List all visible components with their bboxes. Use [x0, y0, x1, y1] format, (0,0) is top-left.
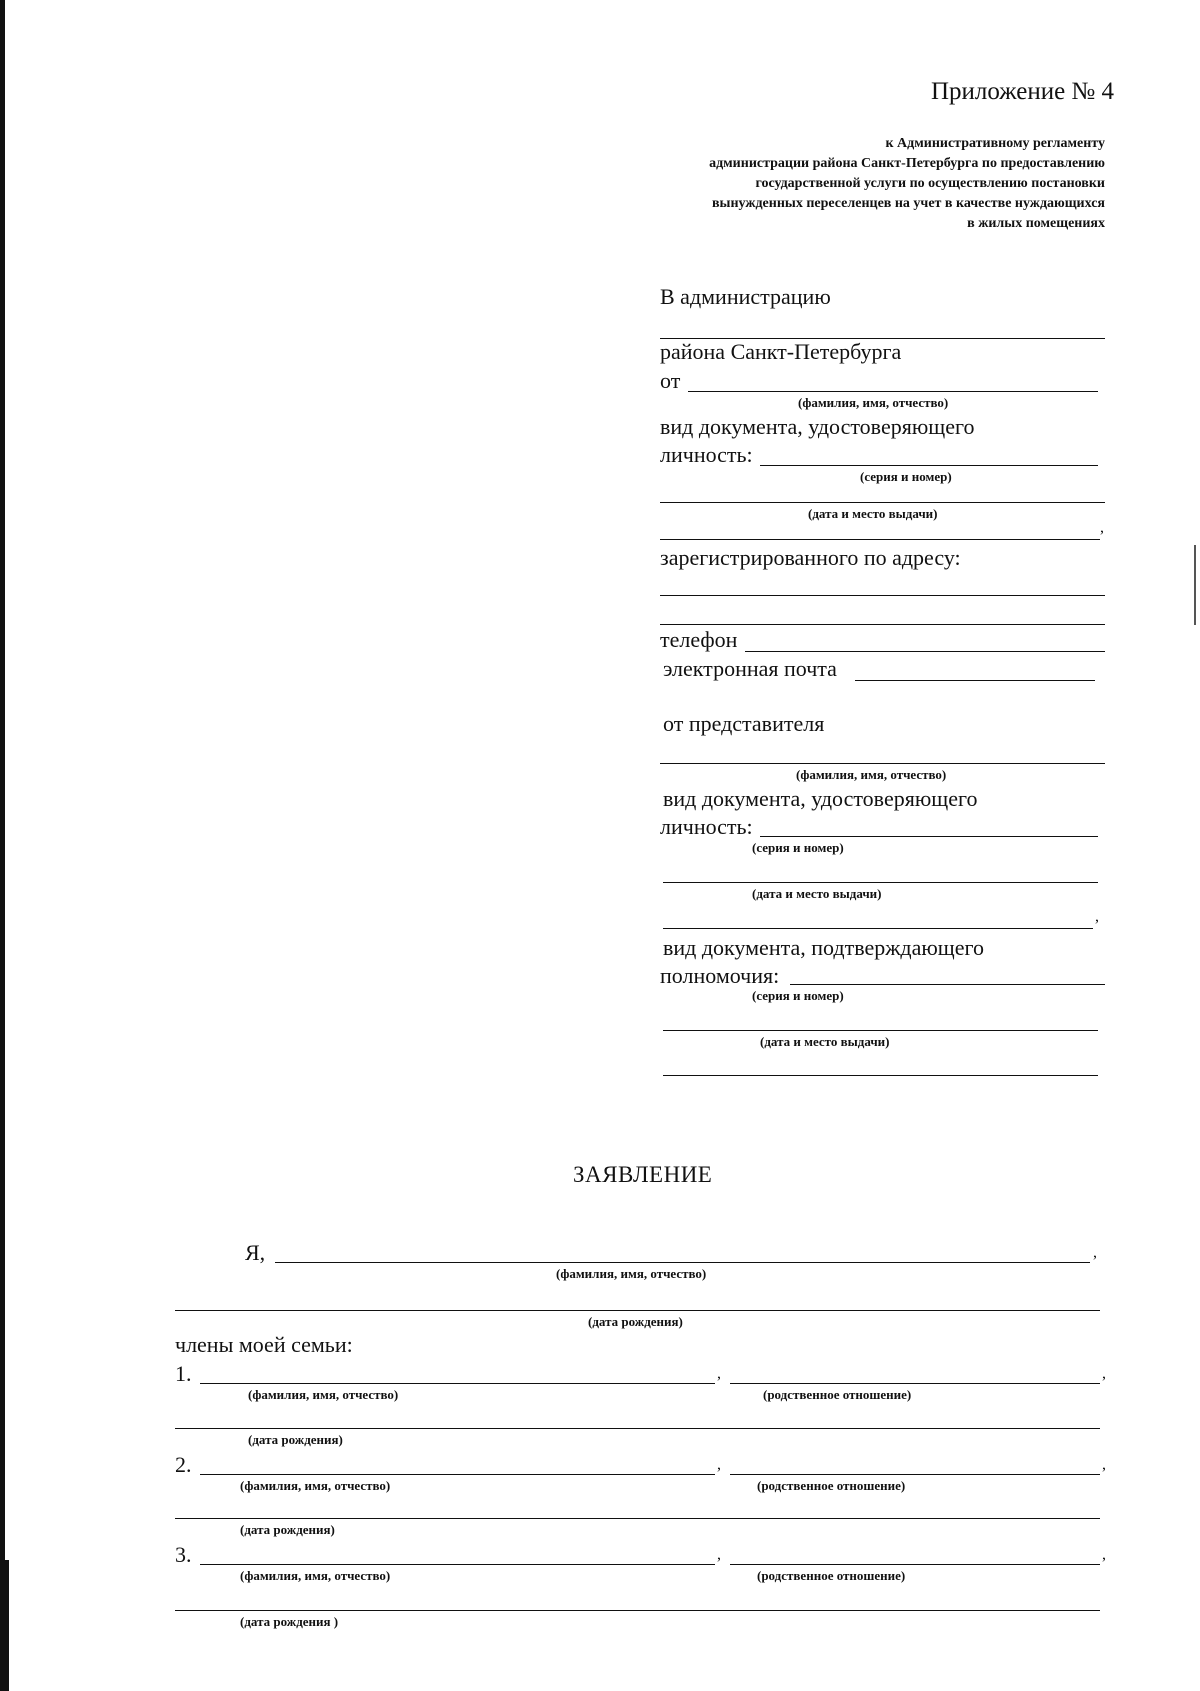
- scan-left-edge: [0, 0, 5, 1691]
- member-relation-caption: (родственное отношение): [763, 1387, 912, 1402]
- auth-issue-caption: (дата и место выдачи): [760, 1034, 890, 1049]
- member-birth-caption: (дата рождения): [248, 1432, 343, 1447]
- from-label: от: [660, 368, 681, 393]
- family-label: члены моей семьи:: [175, 1332, 353, 1357]
- email-label: электронная почта: [663, 656, 837, 681]
- auth-issue-field-2[interactable]: [663, 1075, 1098, 1076]
- id-issue-field[interactable]: [660, 502, 1105, 503]
- issue-caption: (дата и место выдачи): [808, 506, 938, 521]
- member-relation-field[interactable]: [730, 1474, 1100, 1475]
- rep-id-doc-label-2: личность:: [660, 814, 753, 839]
- member-fio-field[interactable]: [200, 1474, 715, 1475]
- rep-id-issue-field-2[interactable]: [663, 928, 1093, 929]
- auth-series-caption: (серия и номер): [752, 988, 844, 1003]
- auth-series-field[interactable]: [790, 984, 1105, 985]
- rep-fio-field[interactable]: [660, 763, 1105, 764]
- scan-right-mark: [1194, 545, 1196, 625]
- registered-label: зарегистрированного по адресу:: [660, 545, 961, 570]
- comma: ,: [1095, 908, 1099, 925]
- comma: ,: [1102, 1456, 1106, 1473]
- applicant-fio-field[interactable]: [688, 391, 1098, 392]
- subtitle-line: администрации района Санкт-Петербурга по предоставлению: [709, 156, 1105, 171]
- member-birth-field[interactable]: [175, 1610, 1100, 1611]
- member-relation-caption: (родственное отношение): [757, 1478, 906, 1493]
- member-birth-field[interactable]: [175, 1428, 1100, 1429]
- member-fio-caption: (фамилия, имя, отчество): [240, 1478, 391, 1493]
- member-fio-field[interactable]: [200, 1383, 715, 1384]
- comma: ,: [717, 1456, 721, 1473]
- from-representative-label: от представителя: [663, 711, 825, 736]
- to-admin-label: В администрацию: [660, 284, 831, 309]
- rep-series-caption: (серия и номер): [752, 840, 844, 855]
- comma: ,: [1093, 1244, 1097, 1261]
- scan-left-edge-bottom: [0, 1560, 9, 1691]
- id-doc-label-2: личность:: [660, 442, 753, 467]
- id-issue-field-2[interactable]: [660, 539, 1100, 540]
- email-field[interactable]: [855, 680, 1095, 681]
- fio-caption: (фамилия, имя, отчество): [798, 395, 949, 410]
- phone-label: телефон: [660, 627, 738, 652]
- member-relation-field[interactable]: [730, 1383, 1100, 1384]
- auth-issue-field[interactable]: [663, 1030, 1098, 1031]
- auth-doc-label-2: полномочия:: [660, 963, 780, 988]
- phone-field[interactable]: [745, 651, 1105, 652]
- statement-birth-caption: (дата рождения): [588, 1314, 683, 1329]
- appendix-title: Приложение № 4: [931, 78, 1115, 105]
- subtitle-line: к Административному регламенту: [885, 136, 1105, 151]
- subtitle-line: государственной услуги по осуществлению постановки: [755, 176, 1105, 191]
- rep-id-doc-label-1: вид документа, удостоверяющего: [663, 786, 978, 811]
- member-birth-field[interactable]: [175, 1518, 1100, 1519]
- subtitle-line: в жилых помещениях: [967, 216, 1105, 231]
- id-doc-label-1: вид документа, удостоверяющего: [660, 414, 975, 439]
- member-number: 1.: [175, 1361, 192, 1386]
- district-label: района Санкт-Петербурга: [660, 339, 902, 364]
- statement-heading: ЗАЯВЛЕНИЕ: [573, 1162, 713, 1187]
- appendix-subtitle: [645, 134, 1105, 234]
- address-field-1[interactable]: [660, 595, 1105, 596]
- comma: ,: [1102, 1365, 1106, 1382]
- id-series-field[interactable]: [760, 465, 1098, 466]
- comma: ,: [1102, 1546, 1106, 1563]
- statement-fio-field[interactable]: [275, 1262, 1090, 1263]
- member-relation-field[interactable]: [730, 1564, 1100, 1565]
- statement-fio-caption: (фамилия, имя, отчество): [556, 1266, 707, 1281]
- member-birth-caption: (дата рождения): [240, 1522, 335, 1537]
- member-fio-caption: (фамилия, имя, отчество): [248, 1387, 399, 1402]
- rep-fio-caption: (фамилия, имя, отчество): [796, 767, 947, 782]
- comma: ,: [1100, 519, 1104, 536]
- series-caption: (серия и номер): [860, 469, 952, 484]
- comma: ,: [717, 1365, 721, 1382]
- i-label: Я,: [245, 1240, 266, 1265]
- member-fio-field[interactable]: [200, 1564, 715, 1565]
- member-number: 2.: [175, 1452, 192, 1477]
- subtitle-line: вынужденных переселенцев на учет в качестве нуждающихся: [711, 196, 1105, 211]
- member-birth-caption: (дата рождения ): [240, 1614, 339, 1629]
- member-relation-caption: (родственное отношение): [757, 1568, 906, 1583]
- address-field-2[interactable]: [660, 624, 1105, 625]
- rep-id-series-field[interactable]: [760, 836, 1098, 837]
- member-fio-caption: (фамилия, имя, отчество): [240, 1568, 391, 1583]
- rep-id-issue-field[interactable]: [663, 882, 1098, 883]
- member-number: 3.: [175, 1542, 192, 1567]
- rep-issue-caption: (дата и место выдачи): [752, 886, 882, 901]
- comma: ,: [717, 1546, 721, 1563]
- statement-birth-field[interactable]: [175, 1310, 1100, 1311]
- auth-doc-label-1: вид документа, подтверждающего: [663, 935, 984, 960]
